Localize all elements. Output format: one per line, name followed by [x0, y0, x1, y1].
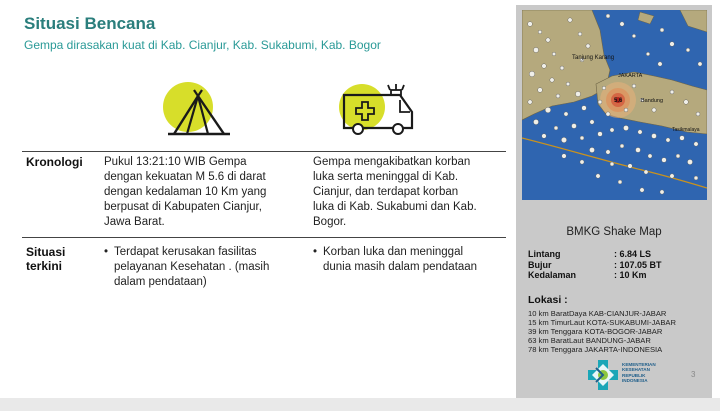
lokasi-title: Lokasi :	[528, 294, 568, 306]
detail-kedalaman	[528, 270, 647, 280]
detail-key: Kedalaman	[528, 270, 577, 280]
row-label-situasi-terkini	[26, 245, 65, 273]
kemenkes-logo-text	[622, 362, 662, 384]
tent-icon	[158, 82, 240, 140]
text-line: Bogor.	[313, 216, 347, 228]
text-line: dalam pendataan)	[114, 276, 207, 288]
detail-lintang	[528, 249, 652, 259]
page-title: Situasi Bencana	[24, 14, 156, 33]
text-line: dengan kekuatan M 5.6 di darat	[104, 171, 266, 183]
text-line: Terdapat kerusakan fasilitas	[114, 246, 257, 258]
detail-value: : 107.05 BT	[614, 260, 662, 270]
lokasi-item: 15 km TimurLaut KOTA-SUKABUMI-JABAR	[528, 318, 676, 327]
lokasi-item: 39 km Tenggara KOTA-BOGOR-JABAR	[528, 327, 663, 336]
row-label-kronologi: Kronologi	[26, 155, 83, 169]
text-line: berpusat di Kabupaten Cianjur,	[104, 201, 262, 213]
kemenkes-logo-icon	[586, 358, 620, 392]
situasi-bullet-left	[104, 245, 269, 290]
lokasi-item: 63 km BaratLaut BANDUNG-JABAR	[528, 336, 651, 345]
text-line: Pukul 13:21:10 WIB Gempa	[104, 156, 247, 168]
bullet-icon: •	[313, 246, 318, 258]
logo-line: KEMENTERIAN	[622, 362, 656, 367]
text-line: Cianjur, dan terdapat korban	[313, 186, 459, 198]
detail-key: Lintang	[528, 249, 561, 259]
shake-map-image	[522, 10, 707, 200]
map-label-tanjung-karang: Tanjung Karang	[572, 55, 615, 61]
text-line: dengan kedalaman 10 Km yang	[104, 186, 267, 198]
table-divider	[22, 237, 506, 238]
kronologi-text-right	[313, 155, 477, 230]
text-line: luka di Kab. Sukabumi dan Kab.	[313, 201, 477, 213]
label-line: terkini	[26, 259, 63, 273]
lokasi-item: 10 km BaratDaya KAB-CIANJUR-JABAR	[528, 309, 667, 318]
detail-bujur	[528, 260, 662, 270]
detail-value: : 6.84 LS	[614, 249, 652, 259]
map-label-tasikmalaya: Tasikmalaya	[672, 127, 700, 133]
kronologi-text-left	[104, 155, 266, 230]
text-line: Jawa Barat.	[104, 216, 165, 228]
text-line: dunia masih dalam pendataan	[323, 261, 478, 273]
ambulance-icon	[336, 82, 422, 138]
logo-line: KESEHATAN	[622, 367, 650, 373]
detail-value: : 10 Km	[614, 270, 647, 280]
logo-line: REPUBLIK	[622, 372, 646, 378]
label-line: Situasi	[26, 245, 66, 259]
map-label-bandung: Bandung	[641, 98, 664, 104]
text-line: luka serta meninggal di Kab.	[313, 171, 459, 183]
page-subtitle: Gempa dirasakan kuat di Kab. Cianjur, Kab. Sukabumi, Kab. Bogor	[24, 38, 381, 52]
table-divider	[22, 151, 506, 152]
detail-key: Bujur	[528, 260, 552, 270]
situasi-bullet-right	[313, 245, 477, 275]
logo-line: INDONESIA	[622, 378, 648, 384]
map-magnitude-label: 5.6	[614, 98, 623, 104]
shake-map-title: BMKG Shake Map	[566, 226, 662, 238]
lokasi-item: 78 km Tenggara JAKARTA-INDONESIA	[528, 345, 663, 354]
bullet-icon: •	[104, 246, 109, 258]
map-label-jakarta: JAKARTA	[618, 73, 643, 79]
text-line: Korban luka dan meninggal	[323, 246, 464, 258]
text-line: pelayanan Kesehatan . (masih	[114, 261, 270, 273]
page-number: 3	[691, 370, 696, 379]
bottom-strip	[0, 398, 720, 411]
text-line: Gempa mengakibatkan korban	[313, 156, 471, 168]
